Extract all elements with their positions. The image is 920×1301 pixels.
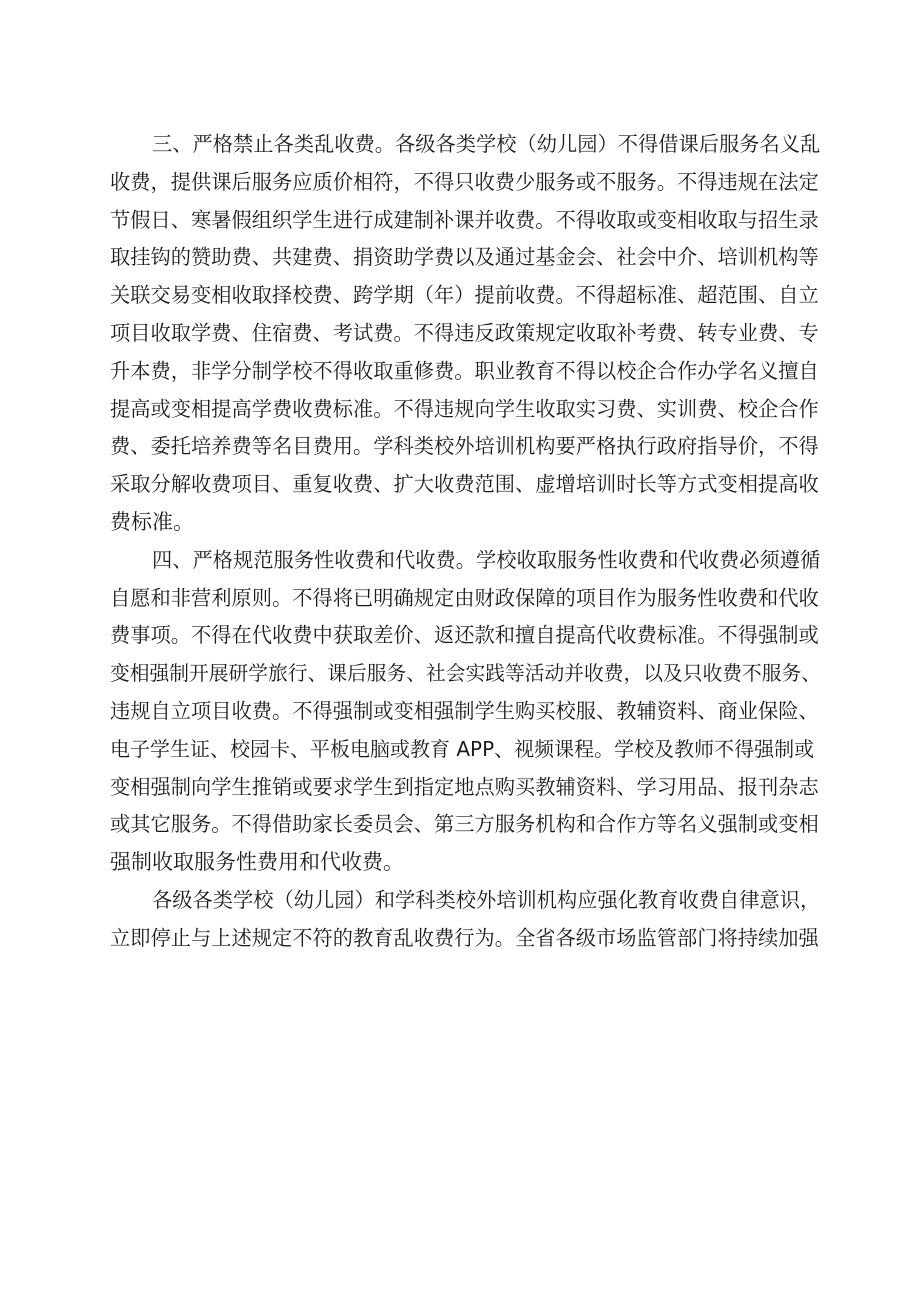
text-line: 项目收取学费、住宿费、考试费。不得违反政策规定收取补考费、转专业费、专 xyxy=(110,320,819,345)
document-body xyxy=(110,126,822,958)
text-line: 自愿和非营利原则。不得将已明确规定由财政保障的项目作为服务性收费和代收 xyxy=(110,585,819,610)
text-line: 三、严格禁止各类乱收费。各级各类学校（幼儿园）不得借课后服务名义乱 xyxy=(152,132,821,156)
paragraph-section-three xyxy=(110,126,822,542)
paragraph-closing xyxy=(110,882,822,958)
text-line: 违规自立项目收费。不得强制或变相强制学生购买校服、教辅资料、商业保险、 xyxy=(110,698,819,723)
text-line: 收费，提供课后服务应质价相符，不得只收费少服务或不服务。不得违规在法定 xyxy=(110,169,819,194)
paragraph-section-four xyxy=(110,542,822,882)
text-line: 立即停止与上述规定不符的教育乱收费行为。全省各级市场监管部门将持续加强 xyxy=(110,925,819,950)
text-line: 电子学生证、校园卡、平板电脑或教育 APP、视频课程。学校及教师不得强制或 xyxy=(110,736,815,761)
text-line: 关联交易变相收取择校费、跨学期（年）提前收费。不得超标准、超范围、自立 xyxy=(110,283,819,308)
text-line: 费、委托培养费等名目费用。学科类校外培训机构要严格执行政府指导价，不得 xyxy=(110,434,819,459)
text-line: 强制收取服务性费用和代收费。 xyxy=(110,850,404,875)
text-line: 变相强制开展研学旅行、课后服务、社会实践等活动并收费，以及只收费不服务、 xyxy=(110,662,822,686)
text-line: 变相强制向学生推销或要求学生到指定地点购买教辅资料、学习用品、报刊杂志 xyxy=(110,774,819,799)
text-line: 费事项。不得在代收费中获取差价、返还款和擅自提高代收费标准。不得强制或 xyxy=(110,623,819,648)
text-line: 各级各类学校（幼儿园）和学科类校外培训机构应强化教育收费自律意识， xyxy=(152,887,821,912)
text-line: 采取分解收费项目、重复收费、扩大收费范围、虚增培训时长等方式变相提高收 xyxy=(110,472,819,497)
text-line: 节假日、寒暑假组织学生进行成建制补课并收费。不得收取或变相收取与招生录 xyxy=(110,207,819,232)
text-line: 升本费，非学分制学校不得收取重修费。职业教育不得以校企合作办学名义擅自 xyxy=(110,358,819,383)
text-line: 费标准。 xyxy=(110,509,194,534)
text-line: 取挂钩的赞助费、共建费、捐资助学费以及通过基金会、社会中介、培训机构等 xyxy=(110,245,819,270)
text-line: 四、严格规范服务性收费和代收费。学校收取服务性收费和代收费必须遵循 xyxy=(152,547,821,572)
text-line: 或其它服务。不得借助家长委员会、第三方服务机构和合作方等名义强制或变相 xyxy=(110,812,819,837)
text-line: 提高或变相提高学费收费标准。不得违规向学生收取实习费、实训费、校企合作 xyxy=(110,396,819,421)
